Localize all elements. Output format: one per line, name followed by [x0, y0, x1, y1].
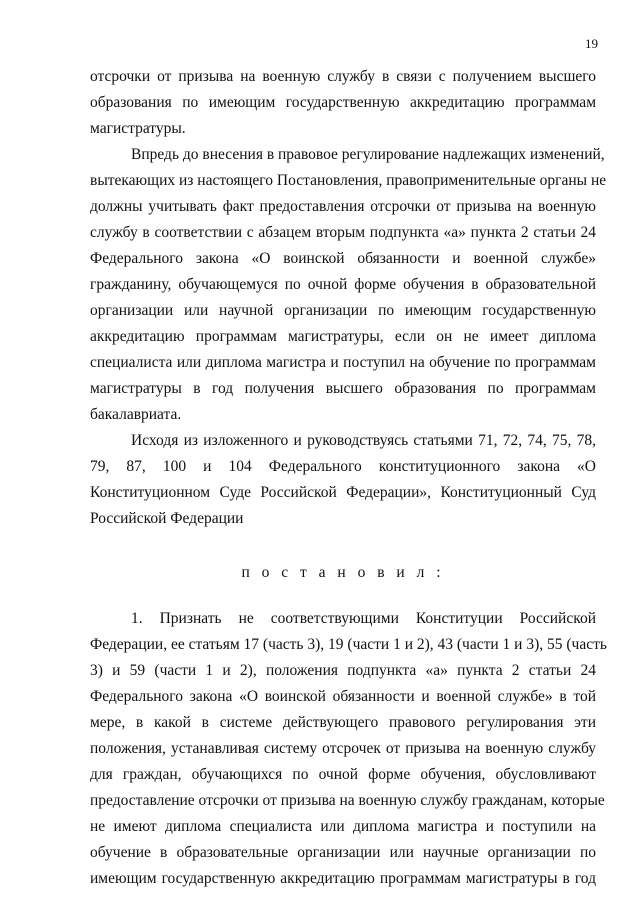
text-line: Исходя из изложенного и руководствуясь статьями 71, 72, 74, 75, 78,: [131, 432, 596, 449]
text-line: имеющим государственную аккредитацию программам магистратуры в год: [90, 870, 596, 887]
text-line: вытекающих из настоящего Постановления, правоприменительные органы не: [90, 172, 607, 189]
text-line: предоставление отсрочки от призыва на военную службу гражданам, которые: [90, 792, 605, 809]
text-line: не имеют диплома специалиста или диплома магистра и поступили на: [90, 818, 596, 835]
text-line: магистратуры.: [90, 120, 186, 137]
paragraph-interim-rule: [90, 142, 607, 428]
text-line: Конституционном Суде Российской Федерации», Конституционный Суд: [90, 484, 596, 501]
text-line: 3) и 59 (части 1 и 2), положения подпункта «а» пункта 2 статьи 24: [90, 662, 596, 679]
text-line: службу в соответствии с абзацем вторым подпункта «а» пункта 2 статьи 24: [90, 224, 596, 241]
paragraph-continuation: [90, 64, 596, 142]
text-line: Федерального закона «О воинской обязанности и военной службе»: [90, 250, 596, 267]
text-line: должны учитывать факт предоставления отсрочки от призыва на военную: [90, 198, 596, 215]
text-line: организации или научной организации по имеющим государственную: [90, 302, 596, 319]
paragraph-resolution-item-1: [90, 606, 607, 892]
text-line: Российской Федерации: [90, 510, 244, 527]
text-line: обучение в образовательные организации или научные организации по: [90, 844, 596, 861]
text-line: специалиста или диплома магистра и поступил на обучение по программам: [90, 354, 596, 371]
text-line: 79, 87, 100 и 104 Федерального конституционного закона «О: [90, 458, 596, 475]
paragraph-legal-basis: [90, 428, 596, 532]
text-line: гражданину, обучающемуся по очной форме обучения в образовательной: [90, 276, 596, 293]
text-line: отсрочки от призыва на военную службу в связи с получением высшего: [90, 68, 596, 85]
text-line: Впредь до внесения в правовое регулирование надлежащих изменений,: [131, 146, 605, 163]
text-line: магистратуры в год получения высшего образования по программам: [90, 380, 596, 397]
text-line: аккредитацию программам магистратуры, если он не имеет диплома: [90, 328, 596, 345]
resolves-heading: п о с т а н о в и л :: [241, 564, 445, 581]
text-line: Федерации, ее статьям 17 (часть 3), 19 (части 1 и 2), 43 (части 1 и 3), 55 (часть: [90, 636, 607, 653]
text-line: положения, устанавливая систему отсрочек от призыва на военную службу: [90, 740, 596, 757]
text-line: 1. Признать не соответствующими Конституции Российской: [131, 610, 596, 627]
text-line: мере, в какой в системе действующего правового регулирования эти: [90, 714, 596, 731]
text-line: для граждан, обучающихся по очной форме обучения, обусловливают: [90, 766, 596, 783]
document-body: [90, 64, 607, 892]
text-line: образования по имеющим государственную аккредитацию программам: [90, 94, 596, 111]
text-line: Федерального закона «О воинской обязанности и военной службе» в той: [90, 688, 596, 705]
text-line: бакалавриата.: [90, 406, 182, 423]
page-number: 19: [585, 36, 598, 51]
